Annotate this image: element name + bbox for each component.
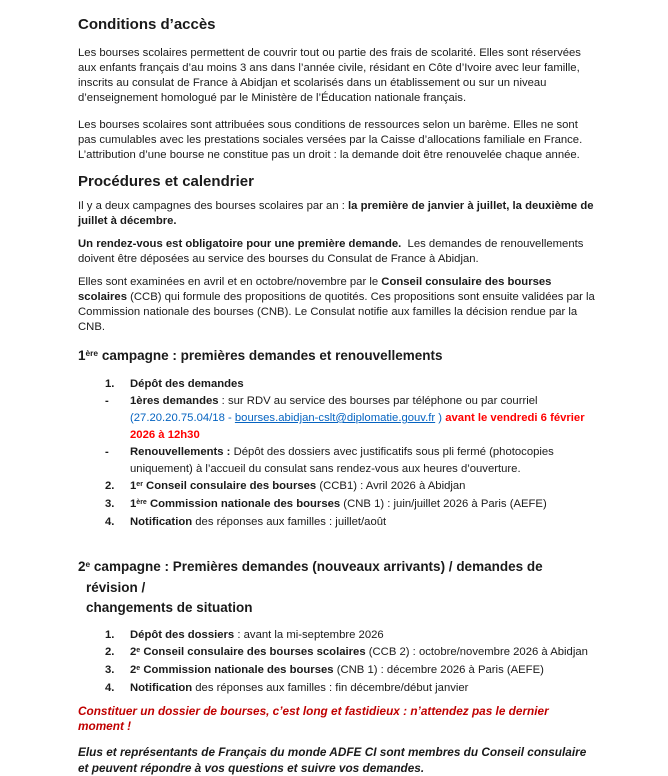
list-item-notification-1 — [78, 514, 596, 531]
text-run: e — [136, 664, 141, 672]
list-item-text — [130, 514, 596, 531]
text-run: 2 — [130, 664, 137, 676]
list-item-premieres-demandes — [78, 393, 596, 444]
paragraph-rendez-vous — [78, 237, 596, 267]
list-item-notification-2 — [78, 680, 596, 697]
text-run: 1 — [130, 498, 137, 510]
text-run: : sur RDV au service des bourses par téléphone ou par courriel — [218, 395, 538, 407]
text-run: avant le vendredi 6 février 2026 à 12h30 — [130, 412, 585, 441]
text-run: Elles sont examinées en avril et en octobre/novembre par le — [78, 276, 382, 288]
list-item-depot-demandes — [78, 376, 596, 393]
list-marker: - — [105, 395, 109, 407]
notice-deadline-warning — [78, 704, 596, 734]
paragraph-adfe — [78, 744, 596, 776]
text-run: aux enfants français d’au moins 3 ans dans l’année civile, résidant en Côte d’Ivoire avec leur famille, inscrits au consulat de France à Abidjan et scolarisés dans un établissement ou sur un niveau d’enseignement homologué par le Ministère de l’Éducation nationale français. — [78, 62, 580, 104]
text-run: ) — [435, 412, 446, 424]
text-run: la première de janvier à juillet, la deuxième de juillet à décembre. — [78, 200, 594, 227]
list-item-ccb1 — [78, 478, 596, 496]
heading-conditions-acces: Conditions d’accès — [78, 16, 216, 33]
list-marker: 4. — [105, 516, 115, 528]
text-run: Un rendez-vous est obligatoire pour une première demande. — [78, 238, 402, 250]
paragraph-bareme — [78, 118, 596, 163]
text-run: ère — [85, 348, 99, 359]
list-item-text — [130, 496, 596, 514]
list-marker: 1. — [105, 378, 115, 390]
text-run: Conseil consulaire des bourses scolaires — [140, 646, 366, 658]
list-marker: 4. — [105, 682, 115, 694]
paragraph-examen-ccb-cnb — [78, 275, 596, 335]
list-item-text — [130, 444, 596, 478]
text-run: des réponses aux familles : fin décembre/début janvier — [192, 682, 469, 694]
text-run: campagne : Premières demandes (nouveaux arrivants) / demandes de révision / — [86, 559, 543, 595]
text-run: Dépôt des dossiers avec justificatifs sous pli fermé (photocopies uniquement) à l’accueil du consulat sans rendez-vous aux heures d’ouverture. — [130, 446, 554, 475]
text-run: Dépôt des demandes — [130, 378, 244, 390]
list-campagne-1 — [78, 376, 596, 531]
text-run: e — [85, 559, 91, 570]
list-item-cnb1 — [78, 496, 596, 514]
paragraph-intro — [78, 46, 596, 106]
text-run: er — [136, 480, 143, 488]
heading-procedures-calendrier: Procédures et calendrier — [78, 173, 254, 190]
text-run: (CNB 1) : décembre 2026 à Paris (AEFE) — [333, 664, 544, 676]
text-run: Les bourses scolaires permettent de couvrir tout ou partie des frais de scolarité. Elles sont réservées — [78, 47, 581, 59]
text-run: (CCB) qui formule des propositions de quotités. Ces propositions sont ensuite validées par la Commission nationale des bourses (CNB). Le Consulat notifie aux familles la décision rendue par la CNB. — [78, 291, 595, 333]
text-run: 2 — [130, 646, 137, 658]
text-run: Constituer un dossier de bourses, c’est long et fastidieux : n’attendez pas le dernier moment ! — [78, 704, 549, 733]
list-marker: 1. — [105, 629, 115, 641]
text-run: (CCB 2) : octobre/novembre 2026 à Abidjan — [365, 646, 588, 658]
text-run: Les bourses scolaires sont attribuées sous conditions de ressources selon un barème. Elles ne sont pas cumulables avec les prestations sociales versées par la Caisse d’allocations familiale en France. L’attribution d’une bourse ne constitue pas un droit : la demande doit être renouvelée chaque année. — [78, 119, 583, 161]
text-run: ère — [136, 498, 147, 506]
text-run: Il y a deux campagnes des bourses scolaires par an : — [78, 200, 349, 212]
text-run: 2 — [78, 559, 86, 574]
text-run: (CNB 1) : juin/juillet 2026 à Paris (AEFE) — [340, 498, 547, 510]
list-item-text — [130, 680, 596, 697]
text-run: (27.20.20.75.04/18 - — [130, 412, 235, 424]
text-run: : avant la mi-septembre 2026 — [234, 629, 384, 641]
text-run: Conseil consulaire des bourses — [142, 480, 317, 492]
list-item-text — [130, 376, 596, 393]
text-run: Renouvellements : — [130, 446, 231, 458]
list-item-text — [130, 478, 596, 496]
text-run: Commission nationale des bourses — [146, 498, 341, 510]
text-run: des réponses aux familles : juillet/août — [192, 516, 387, 528]
text-run: 1 — [78, 348, 86, 363]
list-item-text — [130, 644, 596, 662]
heading-campagne-1 — [78, 346, 596, 367]
text-run: campagne : premières demandes et renouvellements — [98, 348, 443, 363]
text-run: (CCB1) : Avril 2026 à Abidjan — [316, 480, 466, 492]
list-marker: - — [105, 446, 109, 458]
list-marker: 2. — [105, 646, 115, 658]
text-run: changements de situation — [86, 600, 253, 615]
text-run: e — [136, 646, 141, 654]
list-marker: 2. — [105, 480, 115, 492]
text-run: 1 — [130, 480, 137, 492]
text-run: Les demandes de renouvellements doivent être déposées au service des bourses du Consulat de France à Abidjan. — [78, 238, 584, 265]
heading-campagne-2 — [78, 557, 596, 618]
list-item-cnb2 — [78, 662, 596, 680]
text-run: Dépôt des dossiers — [130, 629, 235, 641]
paragraph-deux-campagnes — [78, 199, 596, 229]
list-item-text — [130, 662, 596, 680]
list-campagne-2 — [78, 627, 596, 697]
text-run: Conseil consulaire des bourses scolaires — [78, 276, 552, 303]
list-marker: 3. — [105, 664, 115, 676]
list-item-depot-dossiers — [78, 627, 596, 644]
email-link[interactable]: bourses.abidjan-cslt@diplomatie.gouv.fr — [234, 412, 436, 424]
list-item-text — [130, 393, 596, 444]
list-marker: 3. — [105, 498, 115, 510]
text-run: Elus et représentants de Français du monde ADFE CI sont membres du Conseil consulaire et peuvent répondre à vos questions et suivre vos demandes. — [78, 745, 587, 775]
text-run: 1ères demandes — [130, 395, 219, 407]
list-item-ccb2 — [78, 644, 596, 662]
list-item-text — [130, 627, 596, 644]
text-run: Notification — [130, 516, 193, 528]
text-run: Notification — [130, 682, 193, 694]
text-run: Commission nationale des bourses — [140, 664, 334, 676]
list-item-renouvellements — [78, 444, 596, 478]
